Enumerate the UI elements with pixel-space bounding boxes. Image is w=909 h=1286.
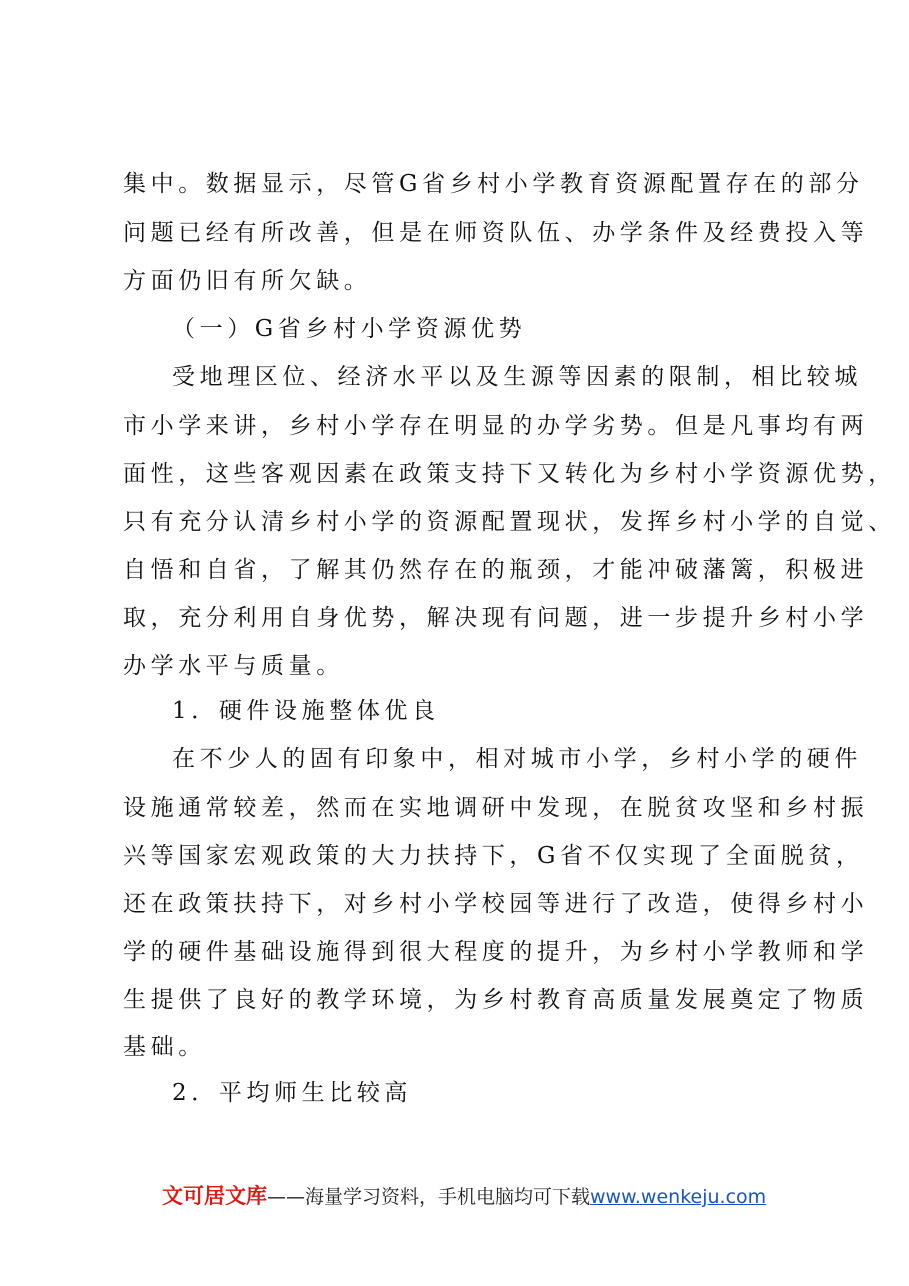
footer-brand: 文可居文库 <box>162 1184 267 1208</box>
paragraph-line: 自悟和自省，了解其仍然存在的瓶颈，才能冲破藩篱，积极进 <box>123 557 869 583</box>
footer-banner <box>162 1183 766 1210</box>
paragraph-line: 兴等国家宏观政策的大力扶持下，G省不仅实现了全面脱贫， <box>123 843 864 869</box>
subsection-heading: 2．平均师生比较高 <box>172 1080 413 1106</box>
paragraph-line: 办学水平与质量。 <box>123 653 344 679</box>
paragraph-line: 设施通常较差，然而在实地调研中发现，在脱贫攻坚和乡村振 <box>123 795 869 821</box>
paragraph-line: 基础。 <box>123 1034 206 1060</box>
paragraph-line: 还在政策扶持下，对乡村小学校园等进行了改造，使得乡村小 <box>123 891 869 917</box>
section-heading: （一）G省乡村小学资源优势 <box>172 316 527 342</box>
paragraph-line: 面性，这些客观因素在政策支持下又转化为乡村小学资源优势， <box>123 461 896 487</box>
paragraph-line: 在不少人的固有印象中，相对城市小学，乡村小学的硬件 <box>172 746 862 772</box>
paragraph-line: 生提供了良好的教学环境，为乡村教育高质量发展奠定了物质 <box>123 987 869 1013</box>
paragraph-line: 受地理区位、经济水平以及生源等因素的限制，相比较城 <box>172 364 862 390</box>
paragraph-line: 问题已经有所改善，但是在师资队伍、办学条件及经费投入等 <box>123 220 869 246</box>
paragraph-line: 取，充分利用自身优势，解决现有问题，进一步提升乡村小学 <box>123 605 869 631</box>
paragraph-line: 学的硬件基础设施得到很大程度的提升，为乡村小学教师和学 <box>123 939 869 965</box>
paragraph-line: 只有充分认清乡村小学的资源配置现状，发挥乡村小学的自觉、 <box>123 509 896 535</box>
footer-tagline: ——海量学习资料，手机电脑均可下载 <box>267 1186 591 1208</box>
paragraph-line: 市小学来讲，乡村小学存在明显的办学劣势。但是凡事均有两 <box>123 413 869 439</box>
subsection-heading: 1．硬件设施整体优良 <box>172 698 440 724</box>
paragraph-line: 方面仍旧有所欠缺。 <box>123 268 372 294</box>
paragraph-line: 集中。数据显示，尽管G省乡村小学教育资源配置存在的部分 <box>123 171 864 197</box>
footer-url-link[interactable]: www.wenkeju.com <box>590 1186 767 1208</box>
